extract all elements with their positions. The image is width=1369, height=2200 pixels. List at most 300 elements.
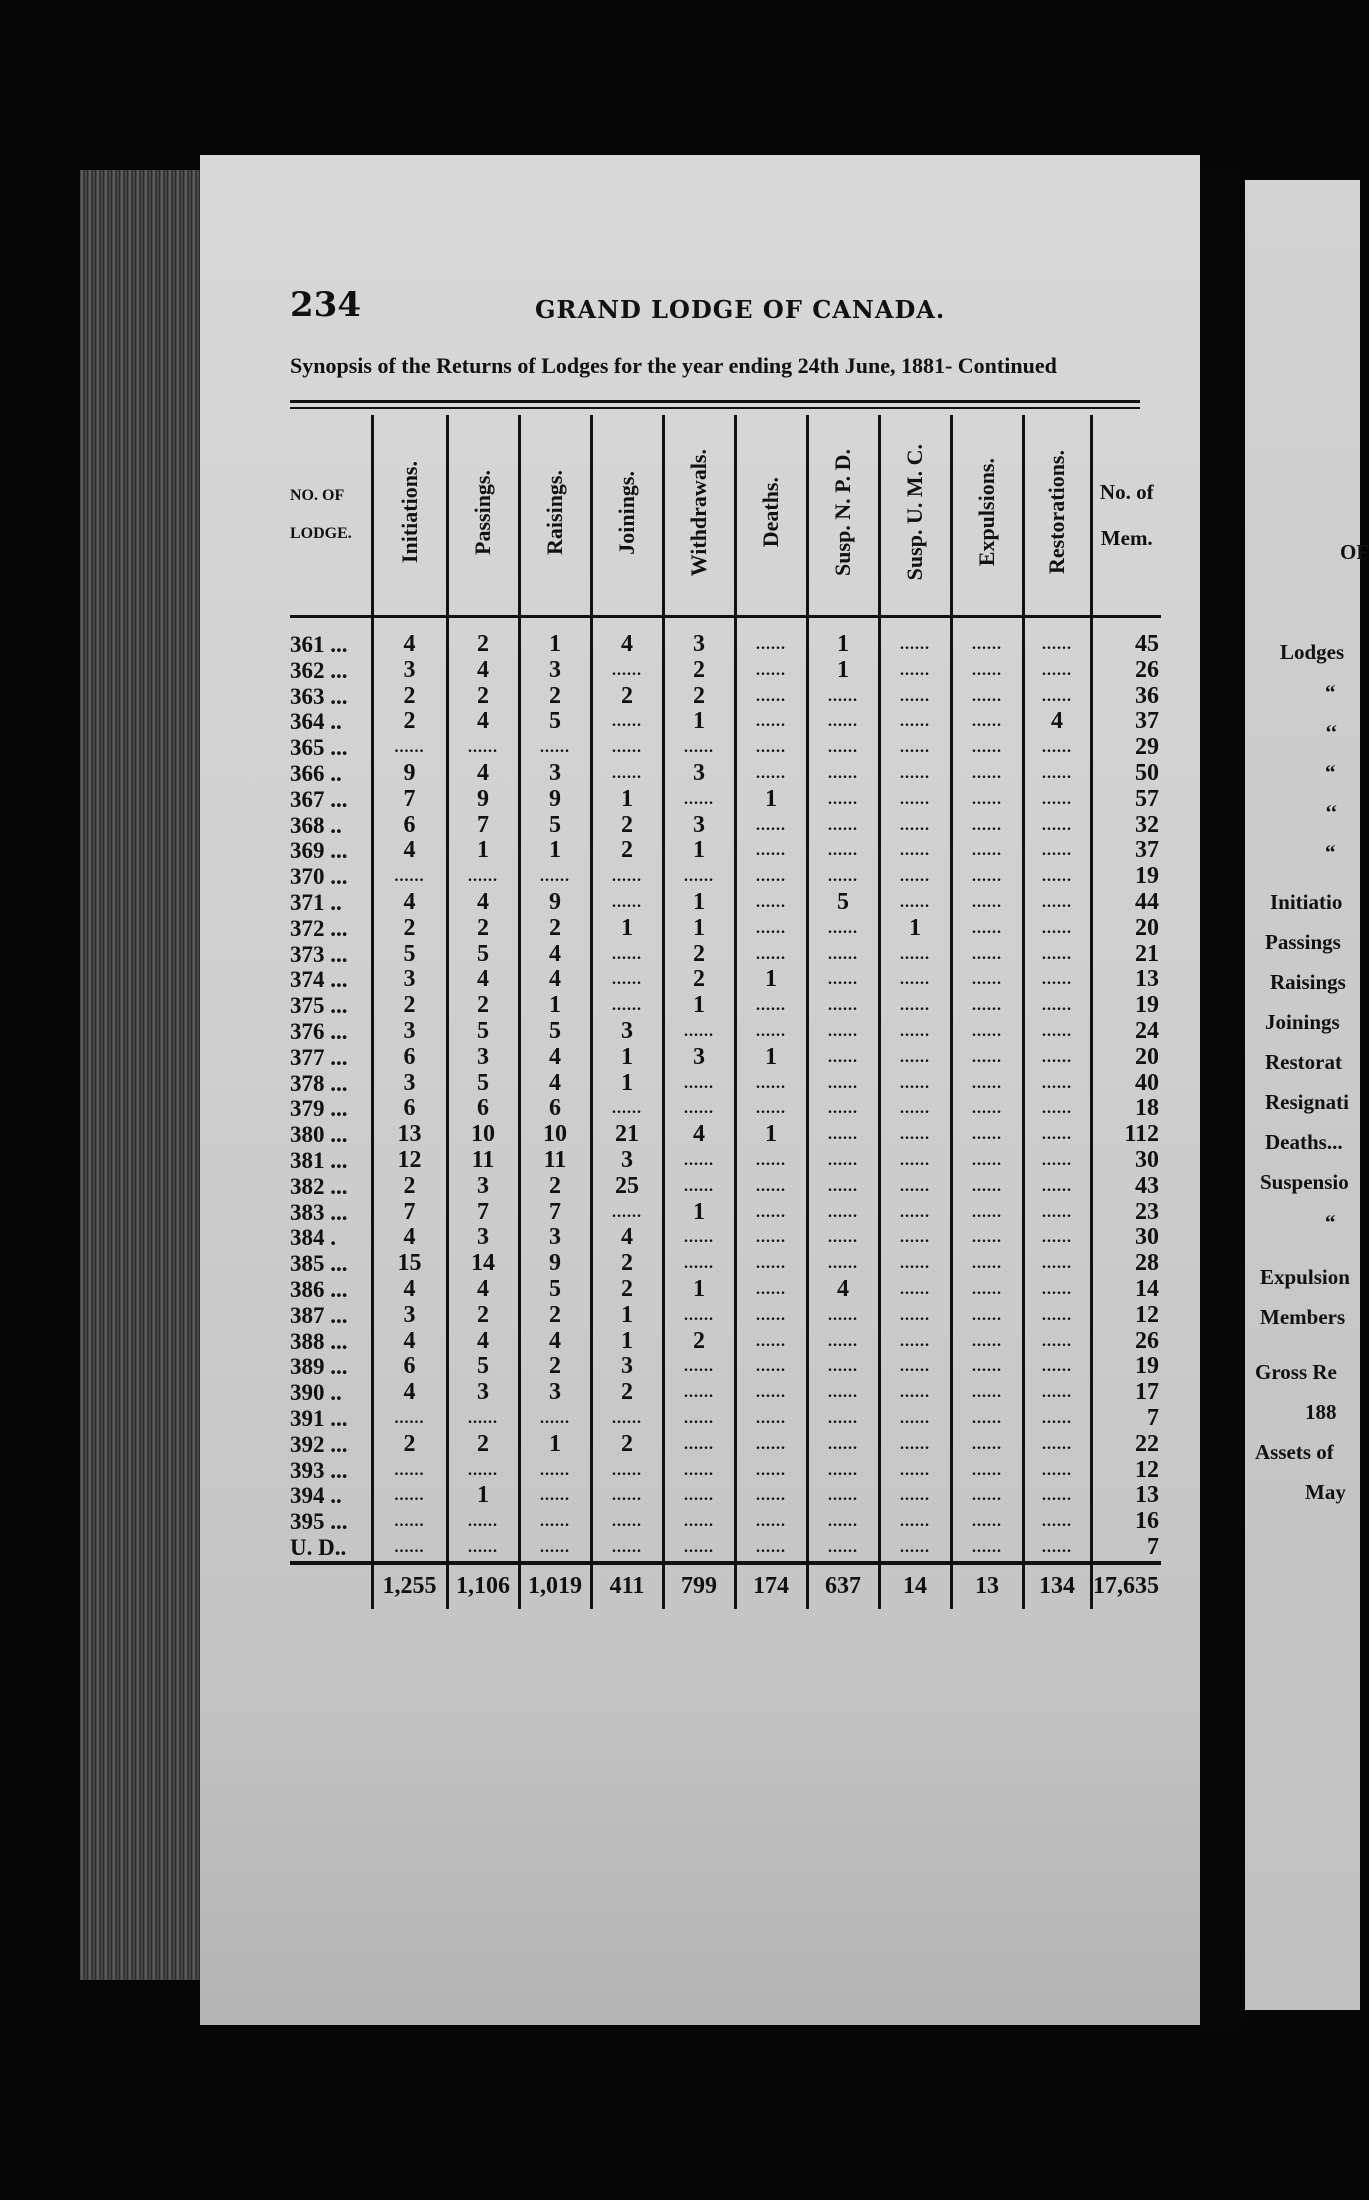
table-cell: 4 <box>447 1329 519 1355</box>
table-cell: ...... <box>879 761 951 787</box>
members-cell: 28 <box>1091 1251 1161 1277</box>
table-cell: ...... <box>1023 1277 1091 1303</box>
lodge-number-cell: 386 ... <box>290 1276 348 1302</box>
members-cell: 36 <box>1091 684 1161 710</box>
table-cell: ...... <box>879 1535 951 1563</box>
members-cell: 19 <box>1091 864 1161 890</box>
table-cell: ...... <box>951 838 1023 864</box>
lodge-number-cell: 368 .. <box>290 812 342 838</box>
table-cell: ...... <box>1023 1225 1091 1251</box>
lodge-number-cell: 362 ... <box>290 657 348 683</box>
table-cell: ...... <box>879 735 951 761</box>
table-cell: ...... <box>879 1354 951 1380</box>
table-cell: 3 <box>591 1354 663 1380</box>
double-rule-top <box>290 400 1140 403</box>
members-cell: 32 <box>1091 813 1161 839</box>
lodge-number-cell: 367 ... <box>290 786 348 812</box>
table-row <box>290 1071 1161 1097</box>
table-cell: ...... <box>951 993 1023 1019</box>
table-cell: 2 <box>663 942 735 968</box>
table-cell: ...... <box>951 709 1023 735</box>
table-cell: 2 <box>663 967 735 993</box>
members-cell: 7 <box>1091 1406 1161 1432</box>
table-cell: ...... <box>519 1458 591 1484</box>
table-row <box>290 993 1161 1019</box>
lodge-number-cell: 381 ... <box>290 1147 348 1173</box>
table-cell: 4 <box>372 1277 447 1303</box>
table-cell: ...... <box>735 761 807 787</box>
lodge-number-cell: 374 ... <box>290 967 348 993</box>
table-row <box>290 916 1161 942</box>
table-cell: ...... <box>1023 617 1091 658</box>
members-header-line: No. of <box>1099 480 1154 504</box>
table-cell: 7 <box>447 1200 519 1226</box>
table-cell: 2 <box>591 1251 663 1277</box>
table-row <box>290 1277 1161 1303</box>
table-cell: ...... <box>951 1200 1023 1226</box>
table-row <box>290 890 1161 916</box>
table-cell: ...... <box>807 761 879 787</box>
table-cell: ...... <box>1023 1096 1091 1122</box>
table-cell: ...... <box>1023 1509 1091 1535</box>
members-cell: 20 <box>1091 916 1161 942</box>
table-cell: ...... <box>807 684 879 710</box>
table-row <box>290 1225 1161 1251</box>
table-row <box>290 1329 1161 1355</box>
table-cell: 2 <box>372 684 447 710</box>
table-cell: 4 <box>372 838 447 864</box>
table-cell: ...... <box>372 1406 447 1432</box>
table-cell: ...... <box>879 1045 951 1071</box>
table-cell: ...... <box>1023 787 1091 813</box>
lodge-number-cell: 385 ... <box>290 1251 348 1277</box>
facing-page-text: Assets of <box>1255 1440 1334 1464</box>
table-cell: ...... <box>591 967 663 993</box>
table-cell: 2 <box>372 993 447 1019</box>
table-cell: 3 <box>372 967 447 993</box>
table-cell: ...... <box>663 1225 735 1251</box>
table-cell: ...... <box>951 864 1023 890</box>
table-cell: 21 <box>591 1122 663 1148</box>
members-cell: 26 <box>1091 1329 1161 1355</box>
table-cell: 13 <box>372 1122 447 1148</box>
table-cell: ...... <box>807 813 879 839</box>
table-cell: ...... <box>447 735 519 761</box>
table-cell: ...... <box>807 787 879 813</box>
facing-page-text: Initiatio <box>1270 890 1343 914</box>
table-cell: ...... <box>1023 993 1091 1019</box>
totals-label-cell <box>290 1563 372 1609</box>
table-cell: ...... <box>519 864 591 890</box>
members-cell: 29 <box>1091 735 1161 761</box>
table-cell: ...... <box>951 617 1023 658</box>
table-cell: ...... <box>879 1406 951 1432</box>
table-cell: ...... <box>879 1432 951 1458</box>
table-cell: 2 <box>519 916 591 942</box>
table-cell: ...... <box>1023 1432 1091 1458</box>
lodge-number-cell: 392 ... <box>290 1431 348 1457</box>
members-cell: 19 <box>1091 1354 1161 1380</box>
table-cell: 3 <box>447 1045 519 1071</box>
table-cell: ...... <box>807 1380 879 1406</box>
table-cell: ...... <box>735 1225 807 1251</box>
table-cell: ...... <box>519 735 591 761</box>
table-cell: ...... <box>591 658 663 684</box>
facing-page-text: May <box>1305 1480 1346 1504</box>
members-cell: 23 <box>1091 1200 1161 1226</box>
facing-page-text: Expulsion <box>1260 1265 1350 1289</box>
table-cell: ...... <box>1023 1174 1091 1200</box>
table-cell: ...... <box>591 890 663 916</box>
members-cell: 57 <box>1091 787 1161 813</box>
column-header <box>807 415 879 617</box>
table-row <box>290 761 1161 787</box>
table-cell: 1 <box>591 1303 663 1329</box>
members-cell: 112 <box>1091 1122 1161 1148</box>
members-cell: 19 <box>1091 993 1161 1019</box>
table-cell: ...... <box>1023 916 1091 942</box>
table-cell: 5 <box>519 1277 591 1303</box>
table-row <box>290 1483 1161 1509</box>
table-cell: ...... <box>951 1019 1023 1045</box>
facing-page-text: “ <box>1325 840 1336 864</box>
lodge-number-cell: 376 ... <box>290 1018 348 1044</box>
table-row <box>290 967 1161 993</box>
members-cell: 18 <box>1091 1096 1161 1122</box>
total-cell: 174 <box>735 1563 807 1609</box>
facing-page-text: Deaths... <box>1265 1130 1343 1154</box>
table-cell: ...... <box>1023 1019 1091 1045</box>
table-cell: 2 <box>372 1174 447 1200</box>
table-cell: ...... <box>1023 890 1091 916</box>
table-cell: ...... <box>951 1354 1023 1380</box>
table-cell: ...... <box>879 1096 951 1122</box>
table-cell: ...... <box>735 1483 807 1509</box>
table-cell: ...... <box>807 1406 879 1432</box>
table-cell: 1 <box>735 1045 807 1071</box>
table-cell: ...... <box>951 1251 1023 1277</box>
column-header-label: Withdrawals. <box>686 448 711 577</box>
table-row <box>290 1096 1161 1122</box>
facing-page-text: Joinings <box>1265 1010 1340 1034</box>
total-cell: 799 <box>663 1563 735 1609</box>
returns-table <box>290 415 1161 1609</box>
table-cell: 1 <box>663 916 735 942</box>
lodge-number-cell: 380 ... <box>290 1122 348 1148</box>
table-cell: ...... <box>372 735 447 761</box>
table-cell: ...... <box>591 761 663 787</box>
facing-page-text: ‘‘ <box>1325 800 1338 824</box>
table-cell: ...... <box>1023 813 1091 839</box>
members-cell: 17 <box>1091 1380 1161 1406</box>
table-cell: 1 <box>447 838 519 864</box>
totals-row <box>290 1563 1161 1609</box>
table-cell: ...... <box>663 1458 735 1484</box>
total-cell: 13 <box>951 1563 1023 1609</box>
table-cell: 1 <box>879 916 951 942</box>
table-cell: 2 <box>591 1277 663 1303</box>
total-members-cell: 17,635 <box>1091 1563 1161 1609</box>
table-cell: ...... <box>807 1483 879 1509</box>
table-cell: ...... <box>1023 838 1091 864</box>
members-cell: 43 <box>1091 1174 1161 1200</box>
table-cell: ...... <box>879 967 951 993</box>
table-cell: 1 <box>519 993 591 1019</box>
table-cell: ...... <box>735 1148 807 1174</box>
table-cell: 4 <box>807 1277 879 1303</box>
table-cell: ...... <box>372 1509 447 1535</box>
table-cell: 5 <box>519 709 591 735</box>
table-cell: ...... <box>663 1354 735 1380</box>
lodge-number-cell: 378 ... <box>290 1070 348 1096</box>
table-cell: ...... <box>735 1303 807 1329</box>
table-cell: ...... <box>951 967 1023 993</box>
table-cell: ...... <box>735 1174 807 1200</box>
table-cell: ...... <box>735 617 807 658</box>
table-cell: 3 <box>591 1148 663 1174</box>
table-cell: ...... <box>591 1406 663 1432</box>
table-cell: ...... <box>663 1148 735 1174</box>
column-header <box>735 415 807 617</box>
table-cell: ...... <box>951 916 1023 942</box>
members-header-line: Mem. <box>1100 526 1153 550</box>
table-cell: 4 <box>447 658 519 684</box>
table-cell: ...... <box>951 658 1023 684</box>
table-cell: ...... <box>1023 1251 1091 1277</box>
members-cell: 21 <box>1091 942 1161 968</box>
table-cell: 2 <box>663 1329 735 1355</box>
table-cell: ...... <box>879 1122 951 1148</box>
table-cell: 1 <box>447 1483 519 1509</box>
table-cell: ...... <box>807 838 879 864</box>
table-cell: ...... <box>663 1096 735 1122</box>
table-cell: 4 <box>1023 709 1091 735</box>
table-cell: 6 <box>372 1096 447 1122</box>
table-cell: ...... <box>807 1329 879 1355</box>
table-cell: ...... <box>951 1122 1023 1148</box>
table-cell: ...... <box>735 735 807 761</box>
members-cell: 13 <box>1091 967 1161 993</box>
table-cell: ...... <box>591 1535 663 1563</box>
column-header-label: Restorations. <box>1044 450 1069 575</box>
members-cell: 12 <box>1091 1303 1161 1329</box>
table-cell: ...... <box>735 1354 807 1380</box>
table-cell: ...... <box>1023 1483 1091 1509</box>
table-cell: ...... <box>807 735 879 761</box>
table-cell: ...... <box>951 1406 1023 1432</box>
table-cell: 14 <box>447 1251 519 1277</box>
members-cell: 14 <box>1091 1277 1161 1303</box>
table-cell: 4 <box>372 617 447 658</box>
table-cell: ...... <box>879 1148 951 1174</box>
table-cell: 1 <box>591 1071 663 1097</box>
members-cell: 7 <box>1091 1535 1161 1563</box>
table-cell: 1 <box>807 658 879 684</box>
column-header-label: Joinings. <box>614 470 639 555</box>
table-cell: 2 <box>591 1432 663 1458</box>
table-cell: ...... <box>663 1251 735 1277</box>
table-cell: ...... <box>807 1303 879 1329</box>
table-cell: ...... <box>1023 735 1091 761</box>
table-cell: ...... <box>951 942 1023 968</box>
table-cell: 2 <box>591 838 663 864</box>
table-cell: 1 <box>663 709 735 735</box>
table-cell: 1 <box>735 787 807 813</box>
table-cell: ...... <box>807 1509 879 1535</box>
table-cell: ...... <box>951 813 1023 839</box>
table-cell: ...... <box>807 916 879 942</box>
facing-page-text: “ <box>1325 760 1336 784</box>
table-cell: ...... <box>735 838 807 864</box>
facing-page-text: Lodges <box>1280 640 1345 664</box>
table-cell: 3 <box>372 1303 447 1329</box>
table-cell: ...... <box>879 1225 951 1251</box>
table-cell: ...... <box>735 1535 807 1563</box>
table-cell: ...... <box>807 967 879 993</box>
table-row <box>290 1174 1161 1200</box>
table-cell: 9 <box>372 761 447 787</box>
table-cell: ...... <box>951 1225 1023 1251</box>
table-cell: ...... <box>879 1303 951 1329</box>
facing-page-text: Passings <box>1265 930 1341 954</box>
table-cell: ...... <box>951 1045 1023 1071</box>
table-cell: 1 <box>735 967 807 993</box>
table-cell: 15 <box>372 1251 447 1277</box>
table-cell: 2 <box>519 1174 591 1200</box>
table-cell: ...... <box>1023 684 1091 710</box>
table-cell: 6 <box>372 1045 447 1071</box>
column-header <box>591 415 663 617</box>
table-cell: 4 <box>372 1225 447 1251</box>
table-cell: ...... <box>735 1509 807 1535</box>
table-cell: 11 <box>519 1148 591 1174</box>
table-cell: 3 <box>372 658 447 684</box>
table-cell: ...... <box>519 1406 591 1432</box>
table-cell: ...... <box>879 658 951 684</box>
table-cell: ...... <box>372 1535 447 1563</box>
table-cell: ...... <box>663 864 735 890</box>
table-cell: ...... <box>879 684 951 710</box>
table-cell: ...... <box>951 787 1023 813</box>
table-cell: ...... <box>735 942 807 968</box>
table-cell: ...... <box>951 761 1023 787</box>
table-cell: 3 <box>663 813 735 839</box>
table-cell: 1 <box>663 993 735 1019</box>
table-cell: ...... <box>591 993 663 1019</box>
lodge-number-cell: 372 ... <box>290 915 348 941</box>
facing-page-text: Raisings <box>1270 970 1346 994</box>
table-cell: 3 <box>663 761 735 787</box>
table-cell: ...... <box>372 1483 447 1509</box>
table-cell: 3 <box>447 1225 519 1251</box>
table-cell: ...... <box>951 1509 1023 1535</box>
lodge-number-cell: U. D.. <box>290 1534 347 1560</box>
table-cell: 4 <box>372 890 447 916</box>
lodge-number-cell: 391 ... <box>290 1405 348 1431</box>
table-cell: ...... <box>591 864 663 890</box>
table-cell: ...... <box>519 1509 591 1535</box>
table-cell: 1 <box>663 838 735 864</box>
total-cell: 1,255 <box>372 1563 447 1609</box>
table-cell: ...... <box>735 658 807 684</box>
members-cell: 22 <box>1091 1432 1161 1458</box>
table-cell: ...... <box>807 1148 879 1174</box>
table-row <box>290 942 1161 968</box>
table-cell: ...... <box>1023 1354 1091 1380</box>
facing-page-text: OF <box>1340 540 1369 564</box>
facing-page-text: Members <box>1260 1305 1346 1329</box>
table-cell: 4 <box>591 617 663 658</box>
column-header-label: Passings. <box>470 470 495 555</box>
table-row <box>290 813 1161 839</box>
lodge-number-cell: 377 ... <box>290 1044 348 1070</box>
book-page-edges <box>80 170 200 1980</box>
facing-page-text: “ <box>1325 680 1336 704</box>
table-cell: 1 <box>663 1200 735 1226</box>
table-row <box>290 1354 1161 1380</box>
table-cell: 5 <box>447 1354 519 1380</box>
table-cell: 1 <box>591 916 663 942</box>
table-cell: ...... <box>1023 761 1091 787</box>
table-cell: ...... <box>735 1071 807 1097</box>
lodge-number-cell: 361 ... <box>290 632 348 657</box>
table-cell: ...... <box>735 1406 807 1432</box>
table-cell: 1 <box>591 1329 663 1355</box>
table-cell: ...... <box>447 864 519 890</box>
lodge-header-line2: LODGE. <box>290 525 352 542</box>
table-cell: ...... <box>807 1045 879 1071</box>
members-cell: 30 <box>1091 1148 1161 1174</box>
table-cell: ...... <box>879 1380 951 1406</box>
table-cell: ...... <box>663 1380 735 1406</box>
column-header-label: Susp. N. P. D. <box>830 449 855 576</box>
lodge-number-cell: 383 ... <box>290 1199 348 1225</box>
table-cell: ...... <box>951 1148 1023 1174</box>
document-page <box>200 155 1200 2025</box>
table-cell: 1 <box>807 617 879 658</box>
table-cell: ...... <box>1023 1200 1091 1226</box>
table-cell: 3 <box>663 1045 735 1071</box>
total-cell: 14 <box>879 1563 951 1609</box>
table-cell: 6 <box>372 813 447 839</box>
total-cell: 637 <box>807 1563 879 1609</box>
table-cell: ...... <box>807 1354 879 1380</box>
table-row <box>290 735 1161 761</box>
table-cell: ...... <box>807 993 879 1019</box>
table-cell: ...... <box>879 1174 951 1200</box>
table-cell: ...... <box>447 1535 519 1563</box>
column-header <box>1023 415 1091 617</box>
table-cell: ...... <box>663 1432 735 1458</box>
table-cell: ...... <box>447 1458 519 1484</box>
facing-page-text: Suspensio <box>1260 1170 1349 1194</box>
table-cell: 2 <box>519 684 591 710</box>
table-cell: 7 <box>372 1200 447 1226</box>
table-row <box>290 658 1161 684</box>
lodge-number-cell: 364 .. <box>290 709 342 735</box>
table-cell: 4 <box>372 1380 447 1406</box>
table-cell: ...... <box>663 1483 735 1509</box>
lodge-number-cell: 373 ... <box>290 941 348 967</box>
lodge-number-cell: 370 ... <box>290 864 348 890</box>
members-cell: 40 <box>1091 1071 1161 1097</box>
table-cell: ...... <box>879 993 951 1019</box>
table-cell: 9 <box>519 890 591 916</box>
table-cell: 1 <box>735 1122 807 1148</box>
table-cell: ...... <box>1023 864 1091 890</box>
lodge-number-cell: 384 . <box>290 1225 336 1251</box>
table-cell: ...... <box>879 1509 951 1535</box>
